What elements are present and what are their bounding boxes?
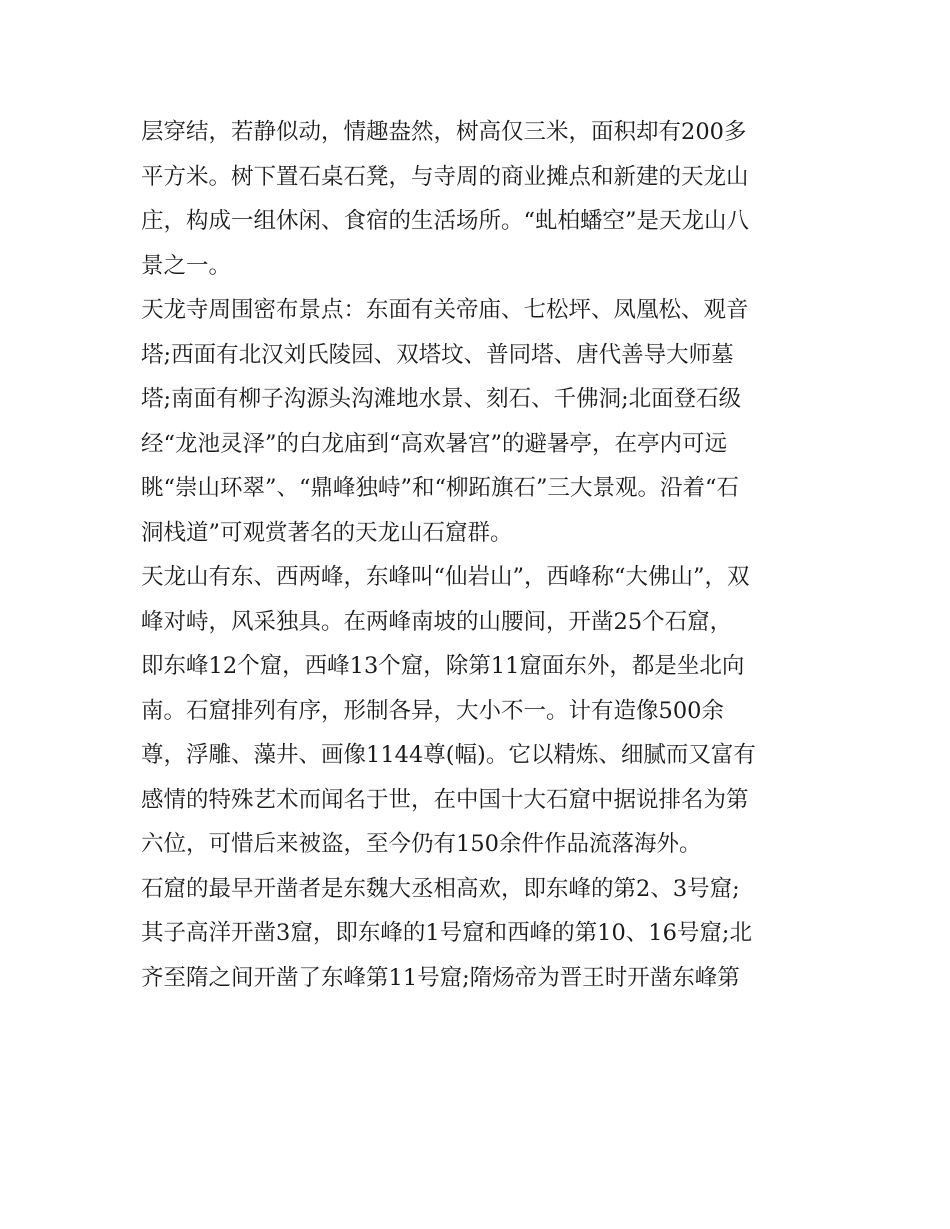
body-text bbox=[141, 110, 821, 1000]
text-line: 六位，可惜后来被盗，至今仍有150余件作品流落海外。 bbox=[141, 831, 702, 857]
text-line: 庄，构成一组休闲、食宿的生活场所。“虬柏蟠空”是天龙山八 bbox=[141, 208, 750, 234]
text-line: 尊，浮雕、藻井、画像1144尊(幅)。它以精炼、细腻而又富有 bbox=[141, 742, 756, 768]
text-line: 景之一。 bbox=[141, 252, 232, 279]
text-line: 天龙山有东、西两峰，东峰叫“仙岩山”，西峰称“大佛山”，双 bbox=[141, 564, 750, 590]
text-line: 石窟的最早开凿者是东魏大丞相高欢，即东峰的第2、3号窟; bbox=[141, 875, 740, 902]
text-line: 眺“崇山环翠”、“鼎峰独峙”和“柳跖旗石”三大景观。沿着“石 bbox=[141, 475, 740, 501]
text-line: 即东峰12个窟，西峰13个窟，除第11窟面东外，都是坐北向 bbox=[141, 653, 745, 679]
text-line: 洞栈道”可观赏著名的天龙山石窟群。 bbox=[141, 519, 513, 546]
text-line: 南。石窟排列有序，形制各异，大小不一。计有造像500余 bbox=[141, 697, 724, 724]
text-line: 感情的特殊艺术而闻名于世，在中国十大石窟中据说排名为第 bbox=[141, 786, 749, 813]
text-line: 塔;西面有北汉刘氏陵园、双塔坟、普同塔、唐代善导大师墓 bbox=[141, 341, 734, 368]
text-line: 其子高洋开凿3窟，即东峰的1号窟和西峰的第10、16号窟;北 bbox=[141, 920, 752, 946]
text-line: 层穿结，若静似动，情趣盎然，树高仅三米，面积却有200多 bbox=[141, 119, 747, 145]
text-line: 平方米。树下置石桌石凳，与寺周的商业摊点和新建的天龙山 bbox=[141, 163, 749, 190]
text-line: 天龙寺周围密布景点：东面有关帝庙、七松坪、凤凰松、观音 bbox=[141, 297, 749, 323]
text-line: 峰对峙，风采独具。在两峰南坡的山腰间，开凿25个石窟， bbox=[141, 608, 733, 635]
text-line: 齐至隋之间开凿了东峰第11号窟;隋炀帝为晋王时开凿东峰第 bbox=[141, 964, 740, 991]
text-line: 经“龙池灵泽”的白龙庙到“高欢暑宫”的避暑亭，在亭内可远 bbox=[141, 430, 728, 457]
text-line: 塔;南面有柳子沟源头沟滩地水景、刻石、千佛洞;北面登石级 bbox=[141, 386, 742, 412]
